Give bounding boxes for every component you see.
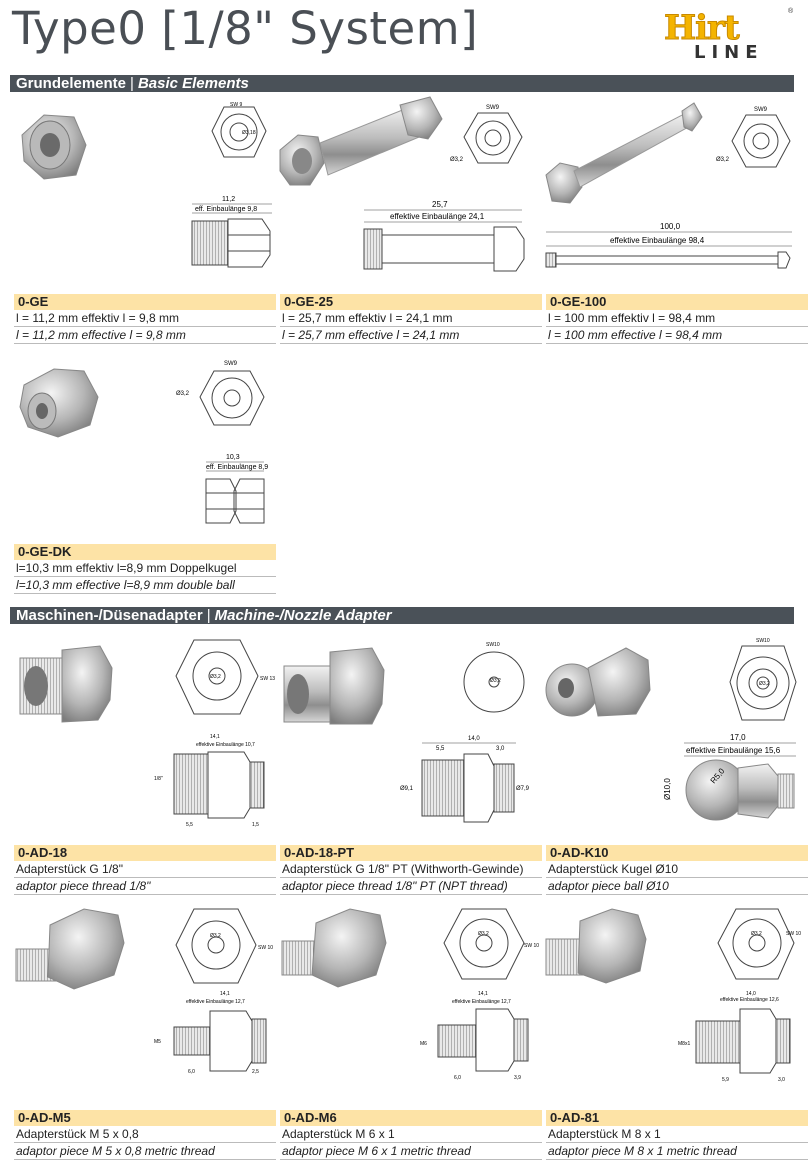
product-card-0-ad-m6: [280, 895, 542, 1157]
product-desc-de: Adapterstück Kugel Ø10: [546, 861, 808, 878]
length-label: 14,1: [210, 734, 220, 740]
dim-label-1: 6,0: [454, 1075, 461, 1081]
product-code: 0-GE-100: [546, 294, 808, 310]
product-figure: [280, 628, 542, 840]
product-figure: [280, 95, 542, 289]
dim-label-2: 3,9: [514, 1075, 521, 1081]
end-view-drawing: [464, 642, 524, 712]
product-code: 0-AD-M5: [14, 1110, 276, 1126]
product-desc-en: l = 25,7 mm effective l = 24,1 mm: [280, 327, 542, 344]
eff-length-label: effektive Einbaulänge 98,4: [610, 236, 705, 245]
product-code: 0-AD-K10: [546, 845, 808, 861]
product-desc-en: adaptor piece M 5 x 0,8 metric thread: [14, 1143, 276, 1160]
product-card-0-ad-81: [546, 895, 808, 1157]
product-figure: [14, 345, 276, 539]
bore-label: Ø3,2: [210, 674, 221, 680]
side-view-drawing: [546, 222, 792, 268]
thread-label: M8x1: [678, 1041, 691, 1047]
side-view-drawing: [364, 200, 524, 271]
product-code: 0-GE-25: [280, 294, 542, 310]
side-view-drawing: [420, 991, 528, 1081]
bore-label: Ø3,2: [490, 678, 501, 684]
end-view-drawing: [176, 909, 273, 983]
eff-length-label: effektive Einbaulänge 12,7: [452, 999, 511, 1005]
product-card-0-ge-dk: [14, 345, 276, 595]
bore-label: Ø3,2: [176, 391, 190, 397]
product-code: 0-GE-DK: [14, 544, 276, 560]
length-label: 25,7: [432, 200, 448, 209]
eff-length-label: effektive Einbaulänge 15,6: [686, 746, 781, 755]
dim-label-1: 6,0: [188, 1069, 195, 1075]
radius-label: R5,0: [708, 766, 727, 786]
product-desc-de: l = 100 mm effektiv l = 98,4 mm: [546, 310, 808, 327]
logo-line: LINE: [694, 42, 764, 63]
bore-label: Ø3,18: [242, 130, 256, 136]
product-desc-de: l = 11,2 mm effektiv l = 9,8 mm: [14, 310, 276, 327]
end-view-drawing: [176, 640, 275, 714]
eff-length-label: eff. Einbaulänge 8,9: [206, 464, 269, 471]
sw-label: SW 10: [786, 931, 802, 937]
product-card-0-ad-k10: [546, 628, 808, 893]
length-label: 10,3: [226, 454, 240, 461]
length-label: 14,1: [478, 991, 488, 997]
logo-word: Hirt: [664, 8, 739, 48]
thread-label: M6: [420, 1041, 427, 1047]
product-desc-en: l = 11,2 mm effective l = 9,8 mm: [14, 327, 276, 344]
product-render: [20, 646, 112, 722]
product-code: 0-GE: [14, 294, 276, 310]
eff-length-label: eff. Einbaulänge 9,8: [195, 206, 258, 213]
product-desc-en: adaptor piece M 6 x 1 metric thread: [280, 1143, 542, 1160]
product-desc-en: adaptor piece M 8 x 1 metric thread: [546, 1143, 808, 1160]
bore-label: Ø3,2: [450, 157, 464, 163]
page-title: Type0 [1/8" System]: [12, 2, 479, 55]
product-figure: [280, 895, 542, 1105]
product-render: [16, 909, 124, 989]
sw-label: SW 10: [524, 943, 540, 949]
product-card-0-ge: [14, 95, 276, 345]
eff-length-label: effektive Einbaulänge 12,6: [720, 997, 779, 1003]
end-view-drawing: [716, 107, 790, 167]
product-render: [546, 103, 702, 203]
section-basic-elements: [10, 75, 794, 92]
dim-label-2: 3,0: [778, 1077, 785, 1083]
product-render: [546, 909, 646, 983]
sw-label: SW9: [224, 361, 238, 367]
product-render: [20, 369, 98, 437]
product-desc-de: l=10,3 mm effektiv l=8,9 mm Doppelkugel: [14, 560, 276, 577]
length-label: 11,2: [222, 196, 236, 203]
product-render: [284, 648, 384, 724]
length-label: 14,1: [220, 991, 230, 997]
end-view-drawing: [176, 361, 264, 425]
product-card-0-ad-18-pt: [280, 628, 542, 893]
bore-label: Ø3,2: [751, 931, 762, 937]
end-view-drawing: [730, 638, 796, 720]
dim-label-1: 5,5: [186, 822, 193, 828]
product-card-0-ad-m5: [14, 895, 276, 1157]
thread-label: M5: [154, 1039, 161, 1045]
eff-length-label: effektive Einbaulänge 12,7: [186, 999, 245, 1005]
product-desc-en: adaptor piece ball Ø10: [546, 878, 808, 895]
product-card-0-ad-18: [14, 628, 276, 893]
length-label: 100,0: [660, 222, 681, 231]
side-view-drawing: [663, 733, 796, 820]
product-code: 0-AD-81: [546, 1110, 808, 1126]
product-desc-de: Adapterstück G 1/8": [14, 861, 276, 878]
product-desc-de: Adapterstück M 8 x 1: [546, 1126, 808, 1143]
product-desc-en: adaptor piece thread 1/8" PT (NPT thread): [280, 878, 542, 895]
dim-label-2: 2,5: [252, 1069, 259, 1075]
product-code: 0-AD-18: [14, 845, 276, 861]
length-label: 17,0: [730, 733, 746, 742]
side-view-drawing: [400, 736, 530, 822]
section-title-de: Grundelemente: [16, 75, 127, 92]
product-render: [22, 115, 86, 179]
end-view-drawing: [444, 909, 539, 979]
end-view-drawing: [718, 909, 801, 979]
sw-label: SW 9: [230, 102, 243, 108]
side-view-drawing: [154, 734, 264, 828]
product-card-0-ge-100: [546, 95, 808, 345]
sw-label: SW9: [486, 105, 500, 111]
product-desc-en: l=10,3 mm effective l=8,9 mm double ball: [14, 577, 276, 594]
hirt-line-logo: [664, 8, 798, 66]
sw-label: SW10: [486, 642, 500, 648]
side-view-drawing: [192, 196, 272, 267]
length-label: 14,0: [468, 736, 480, 742]
product-code: 0-AD-18-PT: [280, 845, 542, 861]
dim-label-2: 1,5: [252, 822, 259, 828]
side-view-drawing: [206, 454, 268, 523]
sw-label: SW10: [756, 638, 770, 644]
product-desc-de: Adapterstück G 1/8" PT (Withworth-Gewinde): [280, 861, 542, 878]
product-figure: [546, 628, 796, 840]
product-desc-de: l = 25,7 mm effektiv l = 24,1 mm: [280, 310, 542, 327]
product-render: [282, 909, 386, 987]
section-title-de: Maschinen-/Düsenadapter: [16, 607, 203, 624]
end-view-drawing: [450, 105, 522, 163]
bore-label: Ø3,2: [210, 933, 221, 939]
side-view-drawing: [678, 991, 790, 1083]
dim-label-1: 5,5: [436, 746, 445, 752]
length-label: 14,0: [746, 991, 756, 997]
diameter-label-1: Ø9,1: [400, 786, 414, 792]
bore-label: Ø3,2: [759, 681, 770, 687]
section-title-en: Basic Elements: [137, 75, 249, 92]
bore-label: Ø3,2: [716, 157, 730, 163]
product-figure: [14, 895, 276, 1105]
section-machine-nozzle-adapter: [10, 607, 794, 624]
section-separator: |: [130, 75, 134, 92]
end-view-drawing: [212, 102, 266, 157]
product-desc-de: Adapterstück M 5 x 0,8: [14, 1126, 276, 1143]
product-figure: [14, 628, 276, 840]
sw-label: SW9: [754, 107, 768, 113]
diameter-label: Ø10,0: [663, 778, 672, 800]
eff-length-label: effektive Einbaulänge 24,1: [390, 212, 485, 221]
product-desc-en: l = 100 mm effective l = 98,4 mm: [546, 327, 808, 344]
product-desc-de: Adapterstück M 6 x 1: [280, 1126, 542, 1143]
dim-label-2: 3,0: [496, 746, 505, 752]
product-figure: [14, 95, 276, 289]
product-figure: [546, 895, 802, 1105]
eff-length-label: effektive Einbaulänge 10,7: [196, 742, 255, 748]
product-code: 0-AD-M6: [280, 1110, 542, 1126]
sw-label: SW 13: [260, 676, 276, 682]
logo-registered-mark: ®: [788, 8, 794, 15]
product-card-0-ge-25: [280, 95, 542, 345]
section-title-en: Machine-/Nozzle Adapter: [214, 607, 392, 624]
thread-label: 1/8": [154, 776, 163, 782]
product-figure: [546, 95, 796, 289]
product-render: [546, 648, 650, 716]
dim-label-1: 5,9: [722, 1077, 729, 1083]
sw-label: SW 10: [258, 945, 274, 951]
side-view-drawing: [154, 991, 266, 1075]
product-desc-en: adaptor piece thread 1/8": [14, 878, 276, 895]
product-render: [280, 97, 442, 185]
diameter-label-2: Ø7,9: [516, 786, 530, 792]
bore-label: Ø3,2: [478, 931, 489, 937]
section-separator: |: [206, 607, 211, 624]
